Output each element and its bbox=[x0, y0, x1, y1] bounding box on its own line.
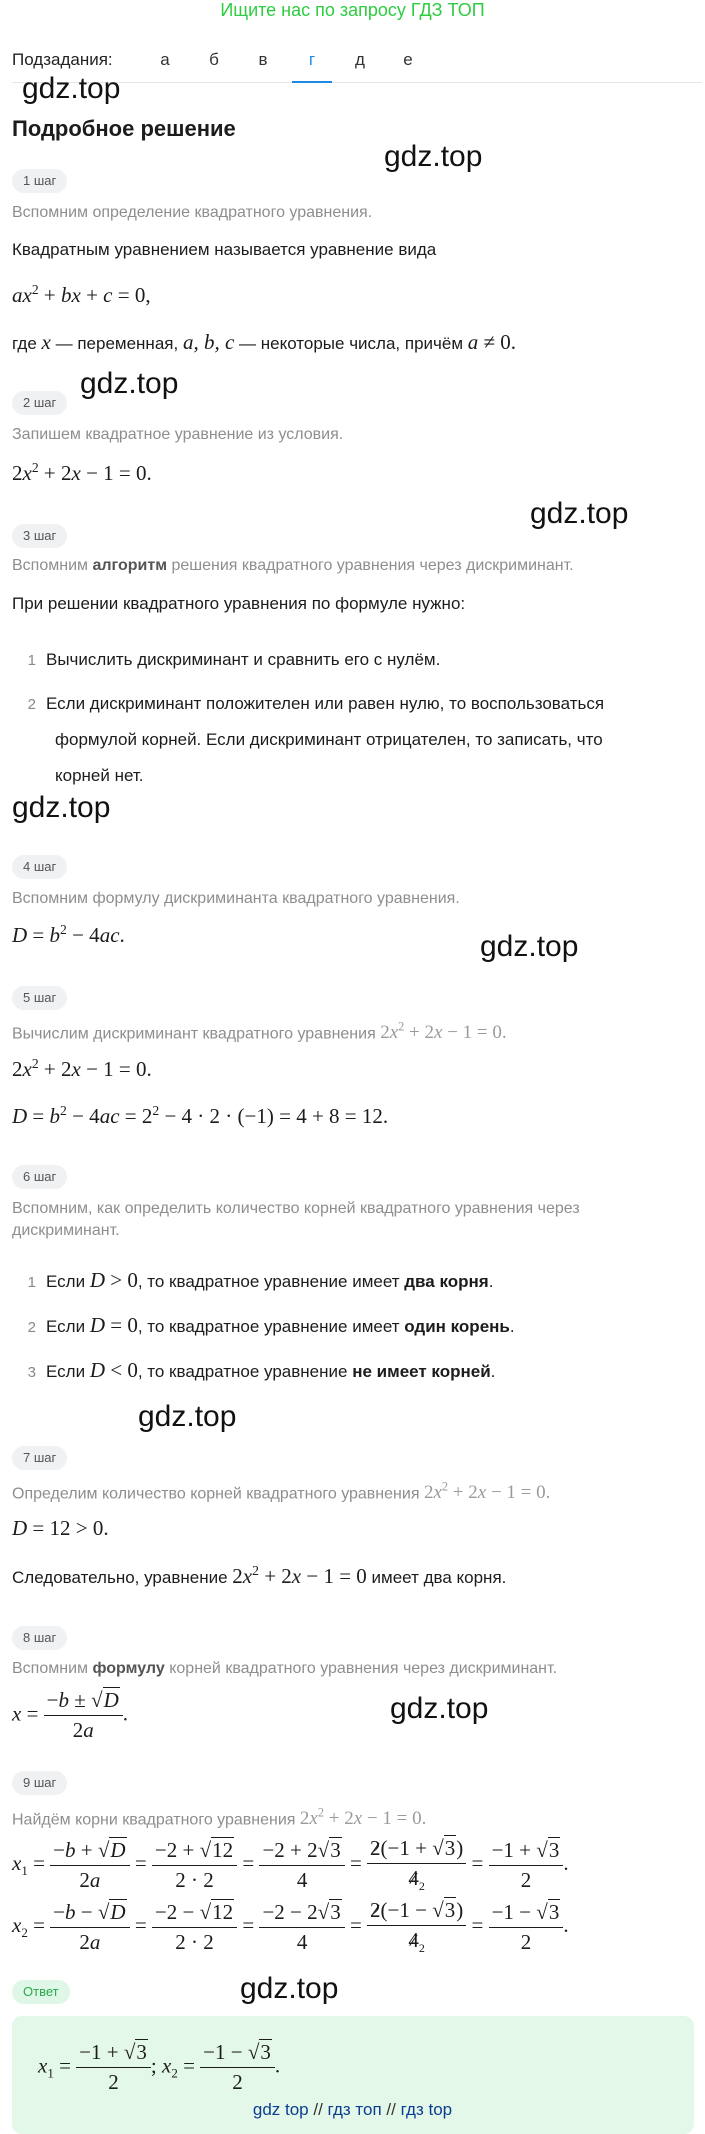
watermark: gdz.top bbox=[390, 1692, 489, 1725]
step-badge: 4 шаг bbox=[12, 855, 67, 879]
formula: $ax^2$ + bx + c = 0, bbox=[12, 282, 151, 307]
list-item: 2 Если D = 0, то квадратное уравнение имеет один корень. bbox=[27, 1313, 515, 1337]
list-item: 3 Если D < 0, то квадратное уравнение не имеет корней. bbox=[27, 1358, 496, 1382]
answer-formula: $x_1$ = $\frac{-1 + √3}{2}$ ; $x_2$ = $\frac{-1 - √3}{2}$ . bbox=[38, 2040, 281, 2094]
step-badge: 9 шаг bbox=[12, 1771, 67, 1795]
page-title: Подробное решение bbox=[12, 116, 236, 141]
step-intro: Вспомним формулу дискриминанта квадратного уравнения. bbox=[12, 890, 460, 907]
step-intro: Вспомним определение квадратного уравнения. bbox=[12, 204, 373, 221]
formula: $2x^2 + 2x - 1 = 0$. bbox=[12, 460, 152, 485]
tab-a[interactable]: а bbox=[160, 50, 170, 69]
step-badge: 5 шаг bbox=[12, 986, 67, 1010]
step-badge: 2 шаг bbox=[12, 391, 67, 415]
step-intro: Вспомним алгоритм решения квадратного уравнения через дискриминант. bbox=[12, 557, 574, 574]
tab-d[interactable]: д bbox=[355, 50, 365, 69]
step-intro: Запишем квадратное уравнение из условия. bbox=[12, 426, 344, 443]
step-intro: Найдём корни квадратного уравнения $2x^2 + 2x - 1 = 0$. bbox=[12, 1806, 427, 1830]
search-banner: Ищите нас по запросу ГДЗ ТОП bbox=[220, 0, 485, 20]
step-intro: Вспомним, как определить количество корней квадратного уравнения через bbox=[12, 1200, 580, 1217]
watermark: gdz.top bbox=[530, 497, 629, 530]
tab-v[interactable]: в bbox=[258, 50, 268, 69]
watermark: gdz.top bbox=[12, 791, 111, 824]
step-badge: 1 шаг bbox=[12, 169, 67, 193]
step-intro: Вспомним формулу корней квадратного уравнения через дискриминант. bbox=[12, 1660, 558, 1677]
step-intro: Вычислим дискриминант квадратного уравнения $2x^2 + 2x - 1 = 0$. bbox=[12, 1020, 507, 1044]
answer-badge: Ответ bbox=[12, 1980, 70, 2004]
footer-links: gdz top // гдз топ // гдз top bbox=[252, 2100, 453, 2119]
list-item-cont: корней нет. bbox=[55, 766, 144, 785]
watermark: gdz.top bbox=[80, 367, 179, 400]
list-item-cont: формулой корней. Если дискриминант отрицателен, то записать, что bbox=[55, 730, 603, 749]
footer-link[interactable]: гдз топ bbox=[327, 2100, 382, 2119]
step-text: При решении квадратного уравнения по формуле нужно: bbox=[12, 594, 466, 613]
step-text: Квадратным уравнением называется уравнение вида bbox=[12, 240, 437, 259]
subtasks-label: Подзадания: bbox=[12, 50, 113, 69]
formula: $2x^2 + 2x - 1 = 0$. bbox=[12, 1056, 152, 1081]
step-text: Следовательно, уравнение $2x^2 + 2x - 1 = 0$ имеет два корня. bbox=[12, 1563, 507, 1588]
footer-link[interactable]: gdz top bbox=[252, 2100, 309, 2119]
list-item: 2 Если дискриминант положителен или равен нулю, то воспользоваться bbox=[27, 694, 605, 713]
formula-x2: $x_2$ = $\frac{-b - √D}{2a}$ = $\frac{-2 - √12}{2 \cdot 2}$ = $\frac{-2 - 2√3}{4}$ = $\frac{2(-1 - √3)}{4_2}$ = $\frac{-1 - √3}{2}$ . bbox=[12, 1898, 569, 1956]
footer-link[interactable]: гдз top bbox=[400, 2100, 453, 2119]
watermark: gdz.top bbox=[480, 930, 579, 963]
watermark: gdz.top bbox=[240, 1972, 339, 2005]
step-badge: 3 шаг bbox=[12, 524, 67, 548]
step-text: где x — переменная, a, b, c — некоторые числа, причём a ≠ 0. bbox=[12, 330, 517, 354]
formula: $D = b^2 - 4ac = 2^2 - 4 \cdot 2 \cdot (-1) = 4 + 8 = 12$. bbox=[12, 1103, 389, 1128]
formula-x1: $x_1$ = $\frac{-b + √D}{2a}$ = $\frac{-2 + √12}{2 \cdot 2}$ = $\frac{-2 + 2√3}{4}$ = $\frac{2(-1 + √3)}{4_2}$ = $\frac{-1 + √3}{2}$ . bbox=[12, 1836, 569, 1894]
step-intro: дискриминант. bbox=[12, 1222, 120, 1239]
list-item: 1 Если D > 0, то квадратное уравнение имеет два корня. bbox=[27, 1268, 494, 1292]
tab-g[interactable]: г bbox=[292, 50, 332, 83]
list-item: 1 Вычислить дискриминант и сравнить его с нулём. bbox=[27, 650, 441, 669]
watermark: gdz.top bbox=[138, 1400, 237, 1433]
tab-b[interactable]: б bbox=[209, 50, 219, 69]
formula: D = 12 > 0. bbox=[12, 1516, 109, 1540]
step-badge: 6 шаг bbox=[12, 1165, 67, 1189]
step-badge: 8 шаг bbox=[12, 1626, 67, 1650]
step-badge: 7 шаг bbox=[12, 1446, 67, 1470]
formula: $D = b^2 - 4ac$. bbox=[12, 922, 125, 947]
formula: x = $\frac{-b \pm √D}{2a}$ . bbox=[12, 1688, 128, 1742]
step-intro: Определим количество корней квадратного уравнения $2x^2 + 2x - 1 = 0$. bbox=[12, 1480, 551, 1504]
watermark: gdz.top bbox=[384, 140, 483, 173]
watermark: gdz.top bbox=[22, 72, 121, 105]
tab-e[interactable]: е bbox=[403, 50, 413, 69]
